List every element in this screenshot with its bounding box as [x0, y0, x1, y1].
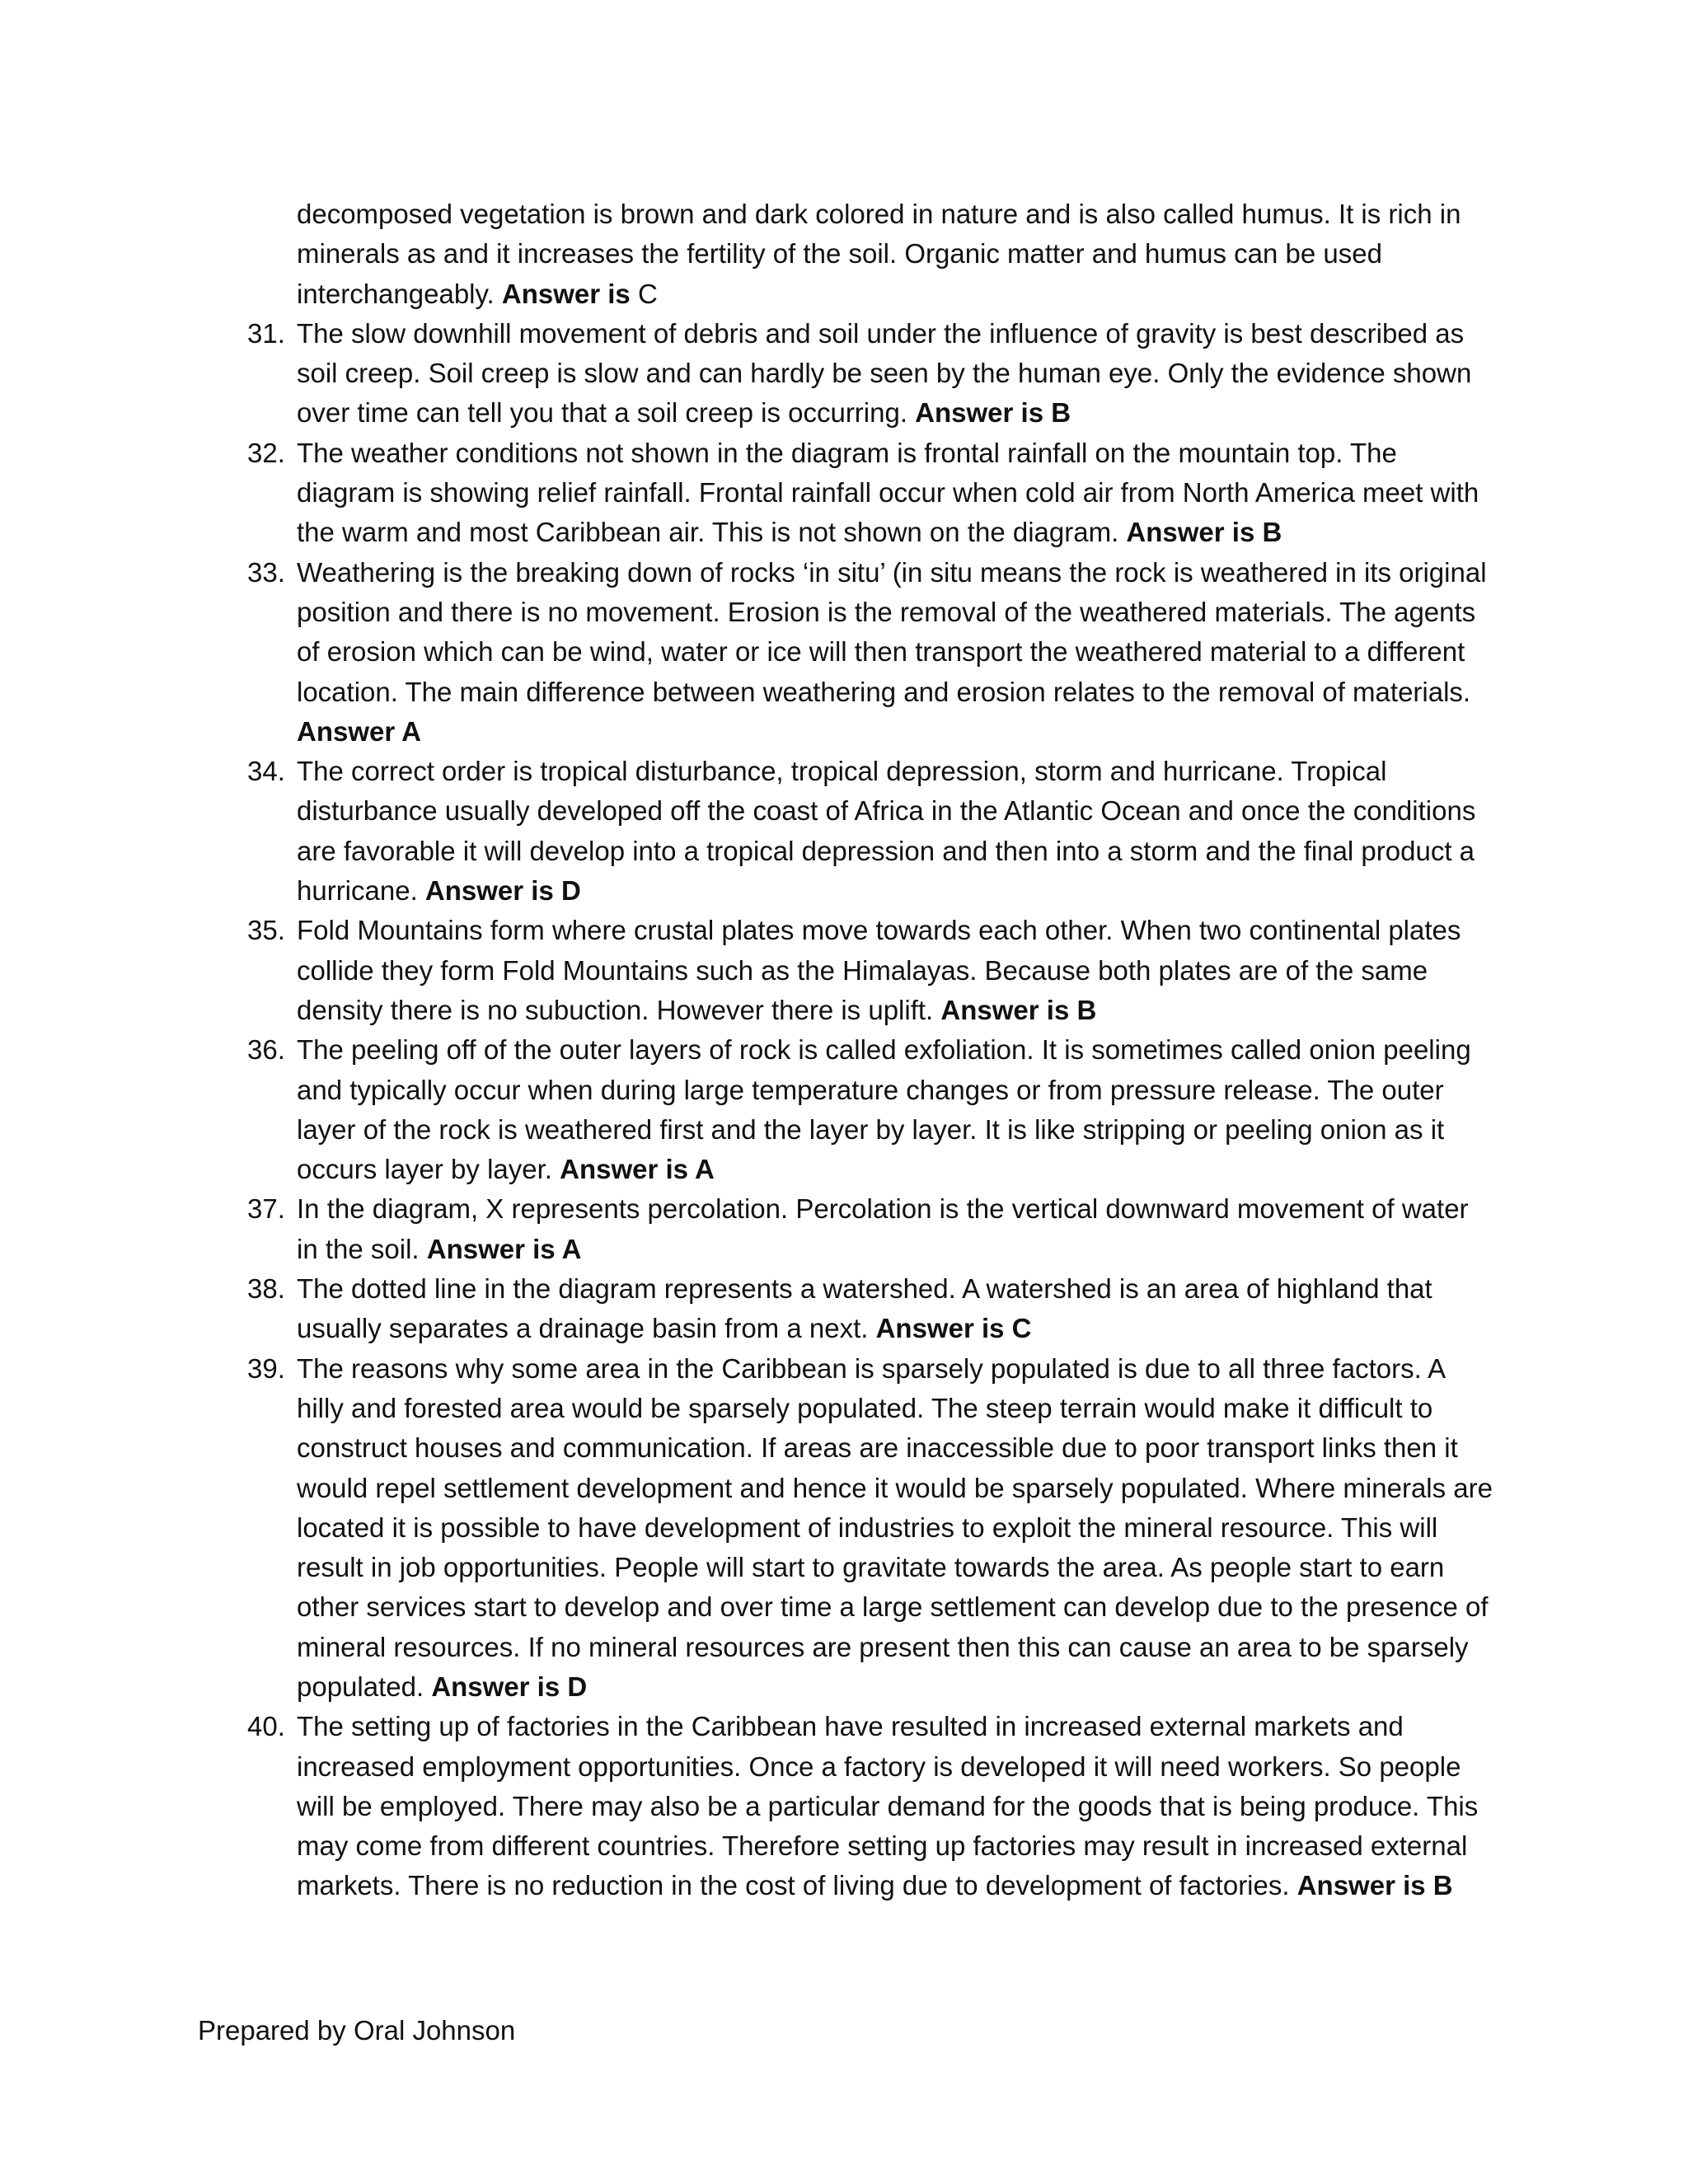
continuation-answer-value: C	[630, 278, 658, 309]
item-number: 34.	[247, 756, 285, 787]
item-answer: Answer is D	[424, 875, 581, 907]
item-number: 37.	[247, 1193, 285, 1225]
item-text: The weather conditions not shown in the diagram is frontal rainfall on the mountain top. The diagram is showing relief rainfall. Frontal rainfall occur when cold air from North America meet with the warm and most Caribbean air. This is not shown on the diagram.	[297, 437, 1479, 548]
item-number: 33.	[247, 556, 285, 588]
item-number: 39.	[247, 1352, 285, 1384]
page-footer: Prepared by Oral Johnson	[198, 2015, 516, 2046]
item-text: The setting up of factories in the Caribbean have resulted in increased external markets and increased employment opportunities. Once a factory is developed it will need workers. So people will be employed. There may also be a particular demand for the goods that is being produce. This may come from different countries. Therefore setting up factories may result in increased external markets. There is no reduction in the cost of living due to development of factories.	[297, 1711, 1479, 1901]
item-text: Fold Mountains form where crustal plates move towards each other. When two continental plates collide they form Fold Mountains such as the Himalayas. Because both plates are of the same density there is no subuction. However there is uplift.	[297, 915, 1461, 1025]
list-item	[247, 314, 1496, 434]
continuation-paragraph	[297, 194, 1496, 314]
item-text: In the diagram, X represents percolation. Percolation is the vertical downward movement of water in the soil.	[297, 1193, 1469, 1264]
list-item	[247, 911, 1496, 1030]
item-text: The reasons why some area in the Caribbean is sparsely populated is due to all three factors. A hilly and forested area would be sparsely populated. The steep terrain would make it difficult to construct houses and communication. If areas are inaccessible due to poor transport links then it would repel settlement development and hence it would be sparsely populated. Where minerals are located it is possible to have development of industries to exploit the mineral resource. This will result in job opportunities. People will start to gravitate towards the area. As people start to earn other services start to develop and over time a large settlement can develop due to the presence of mineral resources. If no mineral resources are present then this can cause an area to be sparsely populated.	[297, 1352, 1493, 1702]
item-number: 40.	[247, 1711, 285, 1742]
list-item	[247, 1030, 1496, 1189]
item-answer: Answer is B	[915, 397, 1071, 429]
answer-explanations	[247, 194, 1496, 1906]
item-text: The slow downhill movement of debris and soil under the influence of gravity is best described as soil creep. Soil creep is slow and can hardly be seen by the human eye. Only the evidence shown over time can tell you that a soil creep is occurring.	[297, 317, 1472, 429]
item-number: 35.	[247, 915, 285, 946]
item-answer: Answer is A	[426, 1233, 582, 1264]
item-answer: Answer is B	[940, 994, 1097, 1025]
item-number: 36.	[247, 1034, 285, 1066]
item-answer: Answer is A	[560, 1154, 715, 1185]
list-item	[247, 1349, 1496, 1708]
item-text: The peeling off of the outer layers of rock is called exfoliation. It is sometimes called onion peeling and typically occur when during large temperature changes or from pressure release. The outer layer of the rock is weathered first and the layer by layer. It is like stripping or peeling onion as it occurs layer by layer.	[297, 1034, 1471, 1185]
item-answer: Answer is B	[1126, 517, 1282, 548]
item-answer: Answer is B	[1296, 1870, 1453, 1901]
item-number: 38.	[247, 1273, 285, 1305]
list-item	[247, 434, 1496, 553]
continuation-answer-label: Answer is	[501, 278, 631, 309]
item-text: The correct order is tropical disturbance, tropical depression, storm and hurricane. Tropical disturbance usually developed off the coast of Africa in the Atlantic Ocean and once the conditions are favorable it will develop into a tropical depression and then into a storm and the final product a hurricane.	[297, 756, 1476, 907]
list-item	[247, 553, 1496, 752]
item-answer: Answer A	[297, 715, 421, 747]
item-text: Weathering is the breaking down of rocks ‘in situ’ (in situ means the rock is weathered in its original position and there is no movement. Erosion is the removal of the weathered materials. The agents of erosion which can be wind, water or ice will then transport the weathered material to a different location. The main difference between weathering and erosion relates to the removal of materials.	[297, 556, 1487, 707]
item-answer: Answer is D	[431, 1671, 588, 1702]
list-item	[247, 752, 1496, 911]
item-number: 31.	[247, 317, 285, 349]
continuation-text: decomposed vegetation is brown and dark colored in nature and is also called humus. It is rich in minerals as and it increases the fertility of the soil. Organic matter and humus can be used interchangeably.	[297, 199, 1461, 309]
list-item	[247, 1269, 1496, 1349]
list-item	[247, 1707, 1496, 1905]
item-number: 32.	[247, 437, 285, 468]
list-item	[247, 1189, 1496, 1269]
item-text: The dotted line in the diagram represents a watershed. A watershed is an area of highland that usually separates a drainage basin from a next.	[297, 1273, 1432, 1344]
item-answer: Answer is C	[875, 1313, 1032, 1344]
